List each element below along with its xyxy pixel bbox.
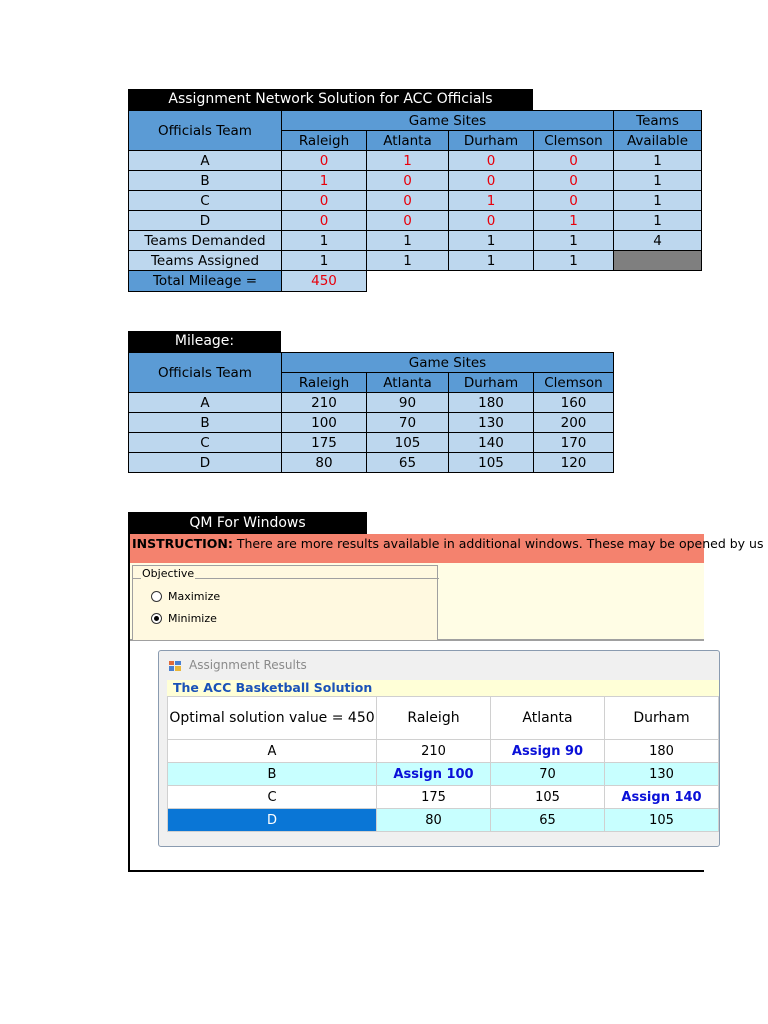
teams-assigned-row <box>129 251 702 271</box>
results-area <box>130 641 704 870</box>
officials-team-header: Officials Team <box>129 353 282 393</box>
table-row <box>129 413 614 433</box>
qm-title: QM For Windows <box>128 512 367 534</box>
total-mileage-table <box>128 270 367 292</box>
table-row[interactable] <box>168 740 719 763</box>
total-mileage-value: 450 <box>282 271 367 292</box>
table-row <box>129 191 702 211</box>
assignment-cell[interactable]: 1 <box>367 151 449 171</box>
objective-area <box>130 563 704 641</box>
assignment-cell[interactable]: 0 <box>449 171 534 191</box>
minimize-radio-option[interactable] <box>151 612 217 625</box>
mileage-cell[interactable]: 140 <box>449 433 534 453</box>
empty-grey-cell <box>614 251 702 271</box>
assigned-cell: 1 <box>534 251 614 271</box>
window-title: Assignment Results <box>189 658 307 672</box>
assignment-results-window <box>158 650 720 847</box>
teams-header: Teams <box>614 111 702 131</box>
demanded-cell: 1 <box>534 231 614 251</box>
mileage-cell[interactable]: 200 <box>534 413 614 433</box>
row-label: D <box>129 453 282 473</box>
mileage-cell[interactable]: 210 <box>282 393 367 413</box>
row-label: A <box>129 393 282 413</box>
column-header-raleigh: Raleigh <box>377 697 491 740</box>
table-row <box>129 171 702 191</box>
row-label: C <box>129 191 282 211</box>
result-cell[interactable]: 65 <box>491 809 605 832</box>
result-cell[interactable]: 210 <box>377 740 491 763</box>
mileage-cell[interactable]: 65 <box>367 453 449 473</box>
mileage-cell[interactable]: 105 <box>449 453 534 473</box>
mileage-cell[interactable]: 90 <box>367 393 449 413</box>
table-row[interactable] <box>168 763 719 786</box>
site-header-raleigh: Raleigh <box>282 373 367 393</box>
objective-label: Objective <box>142 567 195 580</box>
game-sites-header: Game Sites <box>282 353 614 373</box>
mileage-cell[interactable]: 105 <box>367 433 449 453</box>
assignment-cell[interactable]: 0 <box>282 191 367 211</box>
demanded-total-cell: 4 <box>614 231 702 251</box>
result-cell[interactable]: 175 <box>377 786 491 809</box>
network-table <box>128 110 702 271</box>
assignment-cell[interactable]: 0 <box>449 211 534 231</box>
network-title: Assignment Network Solution for ACC Officials <box>128 89 533 110</box>
officials-team-header: Officials Team <box>129 111 282 151</box>
mileage-table <box>128 352 614 473</box>
assignment-cell[interactable]: 0 <box>449 151 534 171</box>
assigned-cell: 1 <box>449 251 534 271</box>
table-row[interactable] <box>168 786 719 809</box>
assignment-cell[interactable]: 0 <box>534 171 614 191</box>
assignment-cell[interactable]: 0 <box>282 211 367 231</box>
result-cell[interactable]: Assign 100 <box>377 763 491 786</box>
site-header-durham: Durham <box>449 131 534 151</box>
instruction-text: There are more results available in additional windows. These may be opened by us <box>236 536 764 551</box>
instruction-bar <box>130 534 764 563</box>
row-label: C <box>129 433 282 453</box>
teams-demanded-row <box>129 231 702 251</box>
assignment-cell[interactable]: 0 <box>367 191 449 211</box>
available-cell: 1 <box>614 191 702 211</box>
maximize-radio-option[interactable] <box>151 590 220 603</box>
result-cell[interactable]: Assign 90 <box>491 740 605 763</box>
table-row <box>129 453 614 473</box>
mileage-title: Mileage: <box>128 331 281 352</box>
available-cell: 1 <box>614 211 702 231</box>
mileage-cell[interactable]: 120 <box>534 453 614 473</box>
result-cell[interactable]: 105 <box>491 786 605 809</box>
row-label: B <box>129 171 282 191</box>
mileage-cell[interactable]: 130 <box>449 413 534 433</box>
mileage-cell[interactable]: 160 <box>534 393 614 413</box>
row-label: Teams Demanded <box>129 231 282 251</box>
row-label: C <box>168 786 377 809</box>
total-mileage-label: Total Mileage = <box>129 271 282 292</box>
demanded-cell: 1 <box>282 231 367 251</box>
result-cell[interactable]: 105 <box>605 809 719 832</box>
row-label: B <box>168 763 377 786</box>
table-row[interactable] <box>168 809 719 832</box>
objective-group <box>132 565 438 640</box>
optimal-solution-label: Optimal solution value = 450 <box>168 697 377 740</box>
row-label: Teams Assigned <box>129 251 282 271</box>
table-row <box>129 393 614 413</box>
available-header: Available <box>614 131 702 151</box>
result-cell[interactable]: 180 <box>605 740 719 763</box>
minimize-radio[interactable] <box>151 613 162 624</box>
solution-title: The ACC Basketball Solution <box>167 680 719 696</box>
result-cell[interactable]: 80 <box>377 809 491 832</box>
column-header-durham: Durham <box>605 697 719 740</box>
available-cell: 1 <box>614 171 702 191</box>
available-cell: 1 <box>614 151 702 171</box>
assignment-cell[interactable]: 1 <box>282 171 367 191</box>
table-row <box>129 151 702 171</box>
mileage-cell[interactable]: 170 <box>534 433 614 453</box>
row-label: D <box>129 211 282 231</box>
site-header-atlanta: Atlanta <box>367 373 449 393</box>
mileage-cell[interactable]: 100 <box>282 413 367 433</box>
site-header-raleigh: Raleigh <box>282 131 367 151</box>
site-header-clemson: Clemson <box>534 373 614 393</box>
assignment-cell[interactable]: 0 <box>534 151 614 171</box>
demanded-cell: 1 <box>449 231 534 251</box>
row-label: A <box>168 740 377 763</box>
site-header-durham: Durham <box>449 373 534 393</box>
assignment-cell[interactable]: 0 <box>282 151 367 171</box>
assigned-cell: 1 <box>367 251 449 271</box>
assignment-cell[interactable]: 1 <box>449 191 534 211</box>
result-cell[interactable]: 70 <box>491 763 605 786</box>
maximize-label: Maximize <box>168 590 221 603</box>
site-header-clemson: Clemson <box>534 131 614 151</box>
column-header-atlanta: Atlanta <box>491 697 605 740</box>
assignment-cell[interactable]: 0 <box>367 211 449 231</box>
maximize-radio[interactable] <box>151 591 162 602</box>
mileage-cell[interactable]: 70 <box>367 413 449 433</box>
minimize-label: Minimize <box>168 612 217 625</box>
site-header-atlanta: Atlanta <box>367 131 449 151</box>
mileage-cell[interactable]: 180 <box>449 393 534 413</box>
table-row <box>129 433 614 453</box>
assigned-cell: 1 <box>282 251 367 271</box>
result-cell[interactable]: Assign 140 <box>605 786 719 809</box>
results-table <box>167 696 719 832</box>
assignment-cell[interactable]: 0 <box>367 171 449 191</box>
assignment-cell[interactable]: 0 <box>534 191 614 211</box>
row-label: B <box>129 413 282 433</box>
table-row <box>129 211 702 231</box>
assignment-cell[interactable]: 1 <box>534 211 614 231</box>
selected-row-label[interactable]: D <box>168 809 377 832</box>
game-sites-header: Game Sites <box>282 111 614 131</box>
mileage-cell[interactable]: 175 <box>282 433 367 453</box>
row-label: A <box>129 151 282 171</box>
demanded-cell: 1 <box>367 231 449 251</box>
qm-screenshot <box>128 534 764 872</box>
result-cell[interactable]: 130 <box>605 763 719 786</box>
instruction-label: INSTRUCTION: <box>132 536 233 551</box>
mileage-cell[interactable]: 80 <box>282 453 367 473</box>
